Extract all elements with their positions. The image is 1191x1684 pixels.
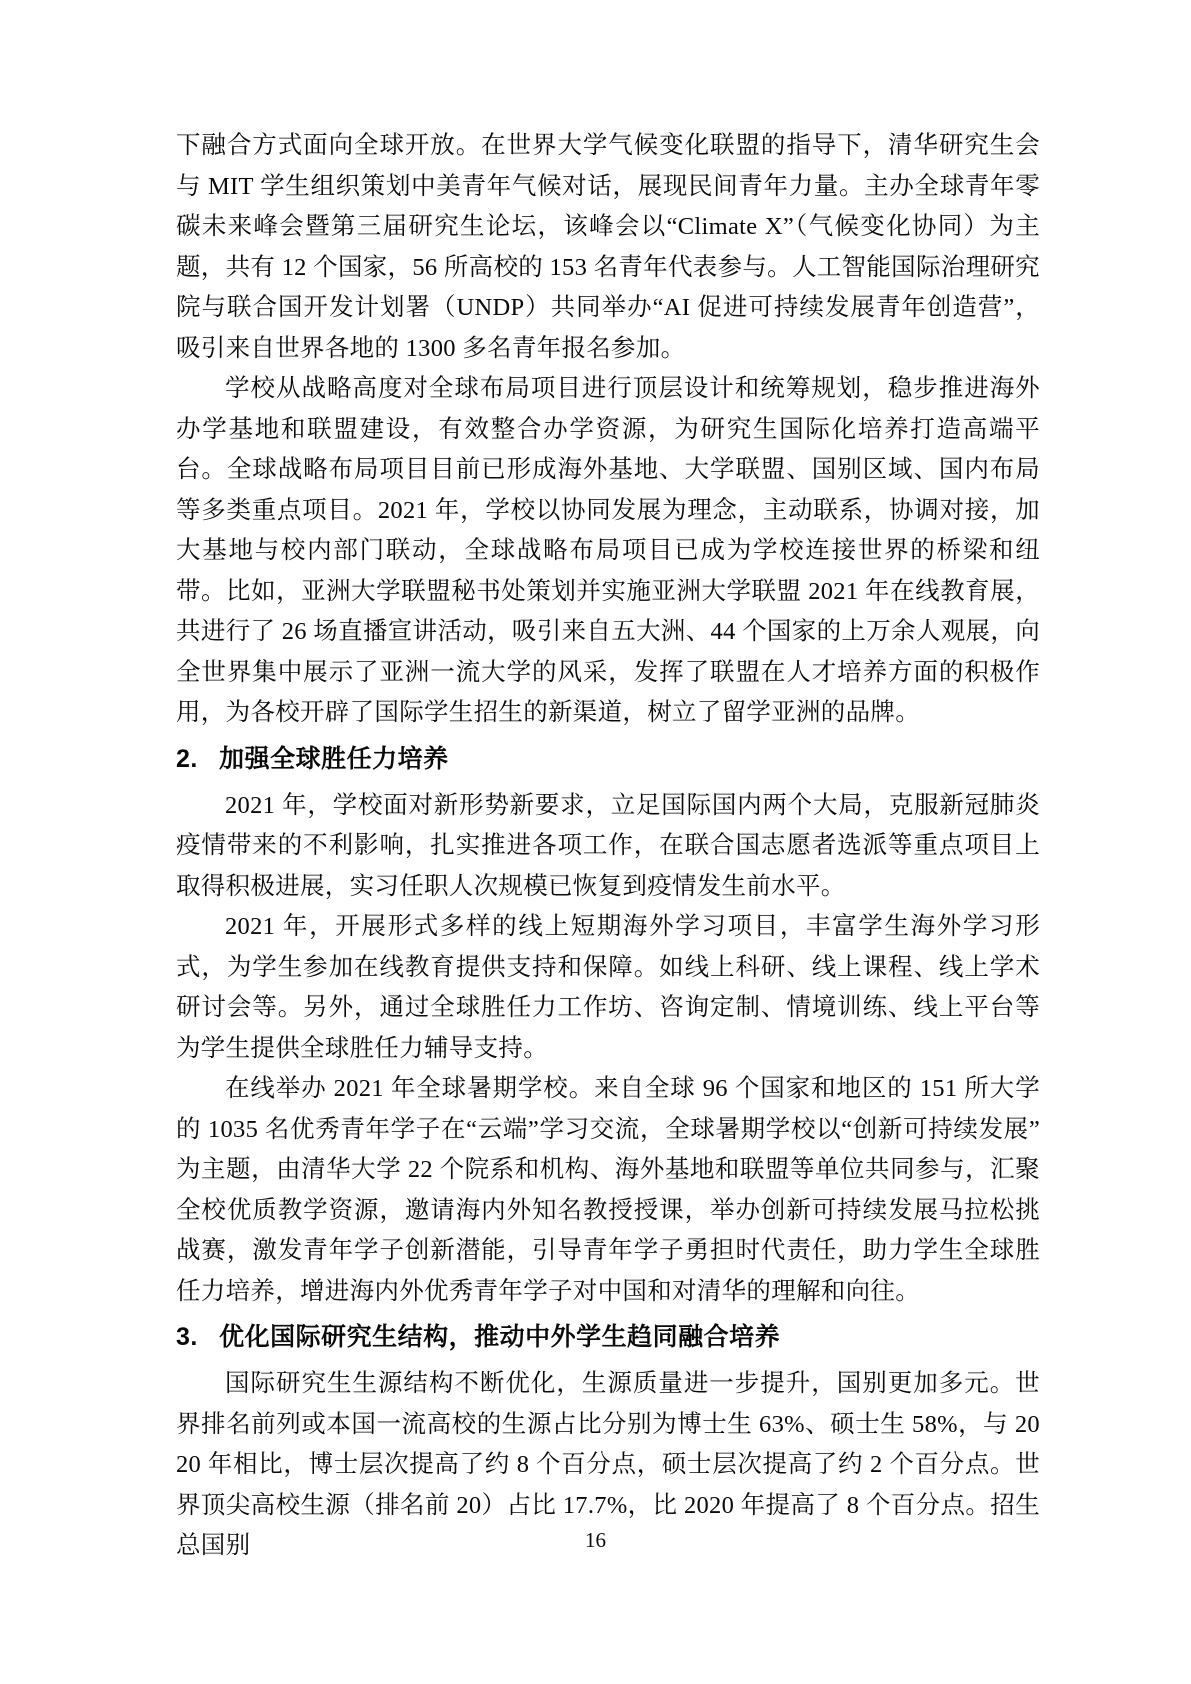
- section-number: 3.: [176, 1323, 198, 1351]
- section-title: 加强全球胜任力培养: [219, 744, 449, 773]
- paragraph-online-programs: 2021 年，开展形式多样的线上短期海外学习项目，丰富学生海外学习形式，为学生参加在线教育提供支持和保障。如线上科研、线上课程、线上学术研讨会等。另外，通过全球胜任力工作坊、咨询定制、情境训练、线上平台等为学生提供全球胜任力辅导支持。: [176, 913, 1040, 1062]
- section-number: 2.: [176, 744, 198, 773]
- section-heading-2: [176, 739, 1040, 780]
- paragraph-summer-school: 在线举办 2021 年全球暑期学校。来自全球 96 个国家和地区的 151 所大学的 1035 名优秀青年学子在“云端”学习交流，全球暑期学校以“创新可持续发展”为主题，由清华大学 22 个院系和机构、海外基地和联盟等单位共同参与，汇聚全校优质教学资源，邀请海内外知名教授授课，举办创新可持续发展马拉松挑战赛，激发青年学子创新潜能，引导青年学子勇担时代责任，助力学生全球胜任力培养，增进海内外优秀青年学子对中国和对清华的理解和向往。: [176, 1075, 1040, 1305]
- paragraph-global-strategy: 学校从战略高度对全球布局项目进行顶层设计和统筹规划，稳步推进海外办学基地和联盟建设，有效整合办学资源，为研究生国际化培养打造高端平台。全球战略布局项目目前已形成海外基地、大学联盟、国别区域、国内布局等多类重点项目。2021 年，学校以协同发展为理念，主动联系，协调对接，加大基地与校内部门联动，全球战略布局项目已成为学校连接世界的桥梁和纽带。比如，亚洲大学联盟秘书处策划并实施亚洲大学联盟 2021 年在线教育展，共进行了 26 场直播宣讲活动，吸引来自五大洲、44 个国家的上万余人观展，向全世界集中展示了亚洲一流大学的风采，发挥了联盟在人才培养方面的积极作用，为各校开辟了国际学生招生的新渠道，树立了留学亚洲的品牌。: [176, 375, 1040, 726]
- section-title: 优化国际研究生结构，推动中外学生趋同融合培养: [219, 1323, 781, 1351]
- page-number: 16: [585, 1528, 606, 1552]
- page-footer: [0, 1526, 1191, 1554]
- paragraph-continuation: 下融合方式面向全球开放。在世界大学气候变化联盟的指导下，清华研究生会与 MIT 学生组织策划中美青年气候对话，展现民间青年力量。主办全球青年零碳未来峰会暨第三届研究生论坛，该峰会以“Climate X”（气候变化协同）为主题，共有 12 个国家，56 所高校的 153 名青年代表参与。人工智能国际治理研究院与联合国开发计划署（UNDP）共同举办“AI 促进可持续发展青年创造营”，吸引来自世界各地的 1300 多名青年报名参加。: [176, 132, 1040, 362]
- paragraph-covid-response: 2021 年，学校面对新形势新要求，立足国际国内两个大局，克服新冠肺炎疫情带来的不利影响，扎实推进各项工作，在联合国志愿者选派等重点项目上取得积极进展，实习任职人次规模已恢复到疫情发生前水平。: [176, 791, 1040, 900]
- page-content: [176, 126, 1040, 1567]
- paragraph-intl-students: 国际研究生生源结构不断优化，生源质量进一步提升，国别更加多元。世界排名前列或本国一流高校的生源占比分别为博士生 63%、硕士生 58%，与 2020 年相比，博士层次提高了约 8 个百分点，硕士层次提高了约 2 个百分点。世界顶尖高校生源（排名前 20）占比 17.7%，比 2020 年提高了 8 个百分点。招生总国别: [176, 1370, 1040, 1559]
- section-heading-3: [176, 1317, 1040, 1358]
